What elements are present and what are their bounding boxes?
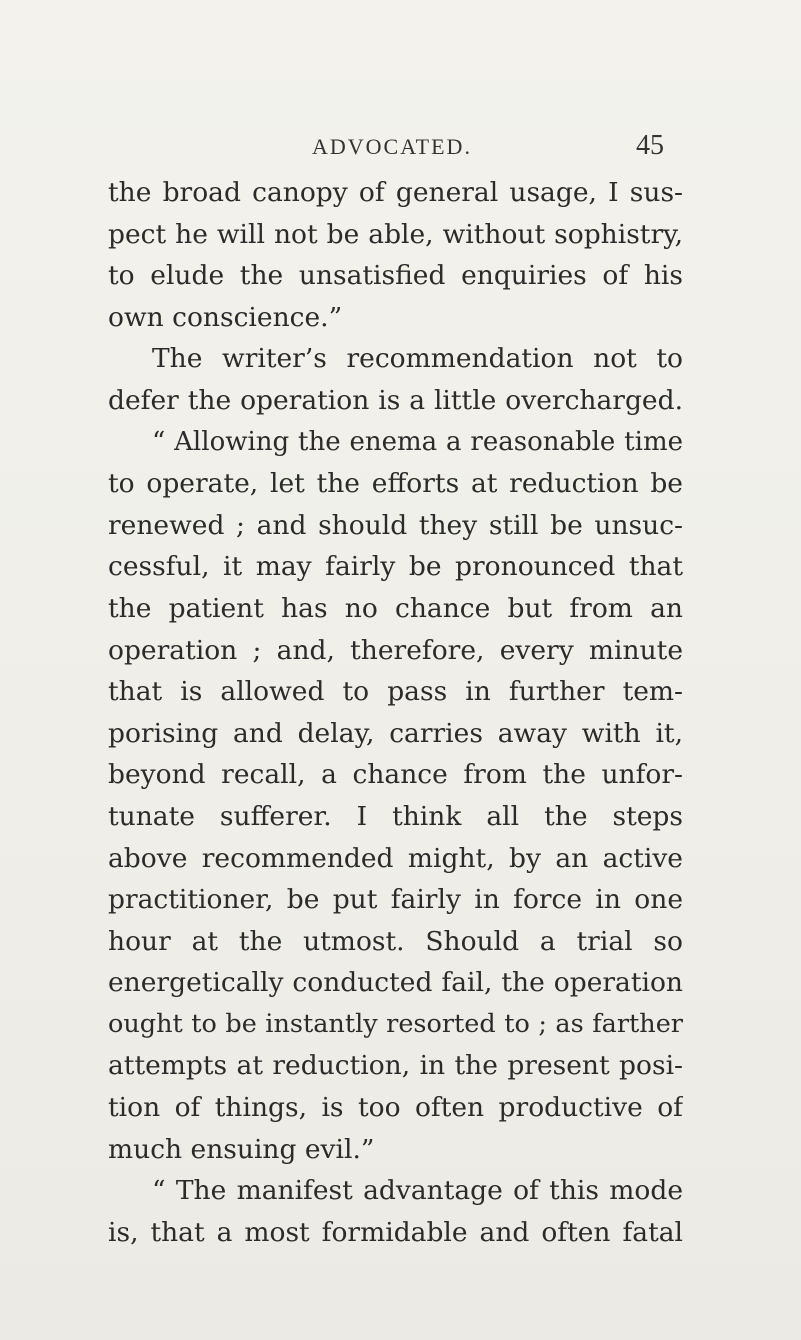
text-line: above recommended might, by an active xyxy=(108,842,683,874)
text-line: “ Allowing the enema a reasonable time xyxy=(152,426,683,457)
text-line: is, that a most formidable and often fatal xyxy=(108,1216,683,1248)
text-line: The writer’s recommendation not to xyxy=(152,343,683,375)
text-line: the broad canopy of general usage, I sus- xyxy=(108,177,683,208)
text-line: tion of things, is too often productive of xyxy=(108,1092,683,1124)
text-line: pect he will not be able, without sophistry, xyxy=(108,218,683,250)
text-line: that is allowed to pass in further tem- xyxy=(108,676,683,708)
text-line: much ensuing evil.” xyxy=(108,1133,375,1165)
text-line: to elude the unsatisfied enquiries of his xyxy=(108,260,683,292)
text-line: practitioner, be put fairly in force in one xyxy=(108,884,683,916)
body-text xyxy=(108,172,683,1253)
text-line: renewed ; and should they still be unsuc- xyxy=(108,509,683,541)
text-line: beyond recall, a chance from the unfor- xyxy=(108,759,683,791)
text-line: ought to be instantly resorted to ; as farther xyxy=(108,1008,683,1039)
text-line: porising and delay, carries away with it, xyxy=(108,717,683,749)
running-title: ADVOCATED. xyxy=(312,134,472,159)
page-header xyxy=(0,130,801,170)
page-number: 45 xyxy=(636,130,664,161)
text-line: attempts at reduction, in the present posi- xyxy=(108,1050,683,1082)
text-line: cessful, it may fairly be pronounced that xyxy=(108,551,683,583)
text-line: tunate sufferer. I think all the steps xyxy=(108,800,683,832)
text-line: defer the operation is a little overcharged. xyxy=(108,384,683,416)
text-line: to operate, let the efforts at reduction be xyxy=(108,468,683,500)
text-line: the patient has no chance but from an xyxy=(108,592,683,624)
text-line: operation ; and, therefore, every minute xyxy=(108,634,683,666)
text-line: “ The manifest advantage of this mode xyxy=(152,1175,683,1207)
text-line: own conscience.” xyxy=(108,301,343,333)
text-line: hour at the utmost. Should a trial so xyxy=(108,925,683,957)
text-line: energetically conducted fail, the operation xyxy=(108,967,683,999)
